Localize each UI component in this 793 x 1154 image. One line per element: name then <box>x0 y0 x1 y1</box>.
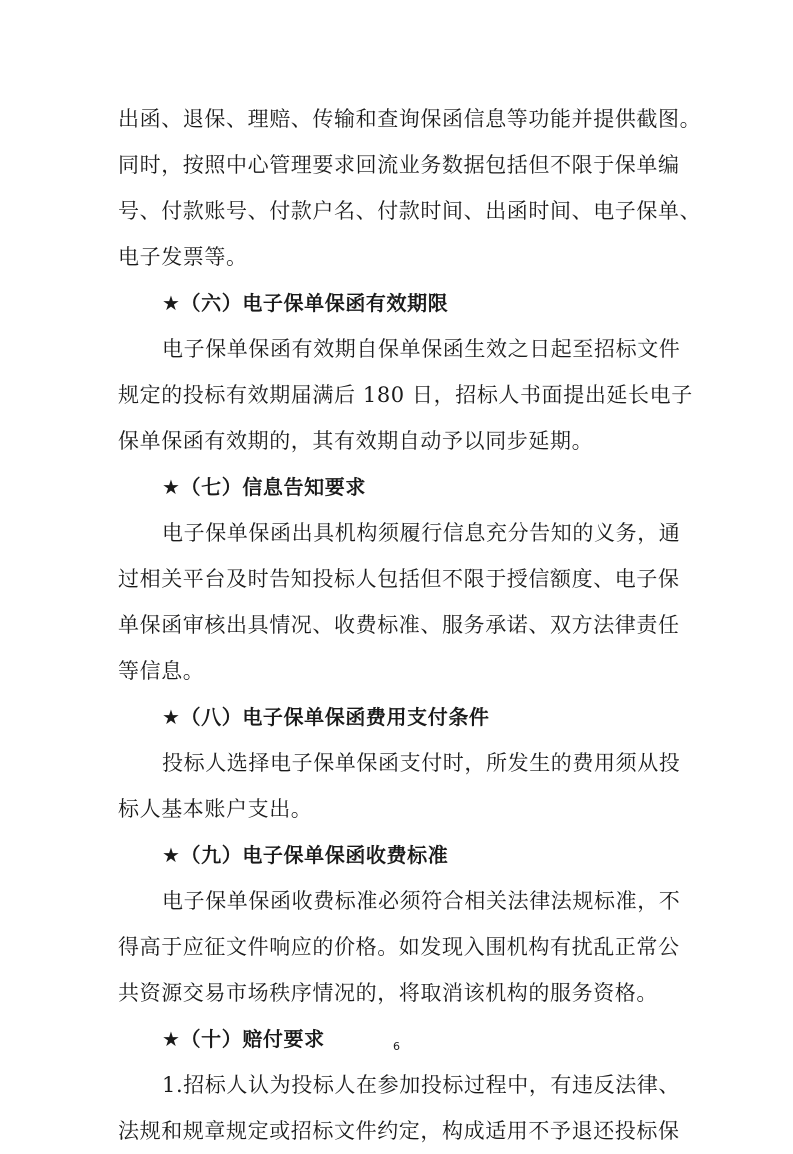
section-heading-10: ★（十）赔付要求 <box>162 1027 325 1051</box>
section-heading-8: ★（八）电子保单保函费用支付条件 <box>162 705 490 729</box>
page-number: 6 <box>393 1040 400 1053</box>
body-line: 号、付款账号、付款户名、付款时间、出函时间、电子保单、 <box>118 199 702 223</box>
body-line: 法规和规章规定或招标文件约定，构成适用不予退还投标保 <box>118 1119 680 1143</box>
body-line: 标人基本账户支出。 <box>118 797 313 821</box>
paragraph-first-line: 电子保单保函出具机构须履行信息充分告知的义务，通 <box>162 521 681 545</box>
body-line: 共资源交易市场秩序情况的，将取消该机构的服务资格。 <box>118 981 658 1005</box>
section-heading-9: ★（九）电子保单保函收费标准 <box>162 843 449 867</box>
paragraph-first-line: 1.招标人认为投标人在参加投标过程中，有违反法律、 <box>162 1073 681 1097</box>
body-line: 单保函审核出具情况、收费标准、服务承诺、双方法律责任 <box>118 613 680 637</box>
document-page <box>118 96 702 1154</box>
section-heading-7: ★（七）信息告知要求 <box>162 475 366 499</box>
paragraph-first-line: 电子保单保函收费标准必须符合相关法律法规标准，不 <box>162 889 681 913</box>
body-line: 保单保函有效期的，其有效期自动予以同步延期。 <box>118 429 594 453</box>
body-line: 规定的投标有效期届满后 180 日，招标人书面提出延长电子 <box>118 383 693 407</box>
body-line: 电子发票等。 <box>118 245 248 269</box>
body-line: 过相关平台及时告知投标人包括但不限于授信额度、电子保 <box>118 567 680 591</box>
body-line: 同时，按照中心管理要求回流业务数据包括但不限于保单编 <box>118 153 680 177</box>
paragraph-first-line: 投标人选择电子保单保函支付时，所发生的费用须从投 <box>162 751 681 775</box>
body-line: 出函、退保、理赔、传输和查询保函信息等功能并提供截图。 <box>118 107 702 131</box>
body-line: 等信息。 <box>118 659 205 683</box>
section-heading-6: ★（六）电子保单保函有效期限 <box>162 291 449 315</box>
body-line: 得高于应征文件响应的价格。如发现入围机构有扰乱正常公 <box>118 935 680 959</box>
paragraph-first-line: 电子保单保函有效期自保单保函生效之日起至招标文件 <box>162 337 681 361</box>
